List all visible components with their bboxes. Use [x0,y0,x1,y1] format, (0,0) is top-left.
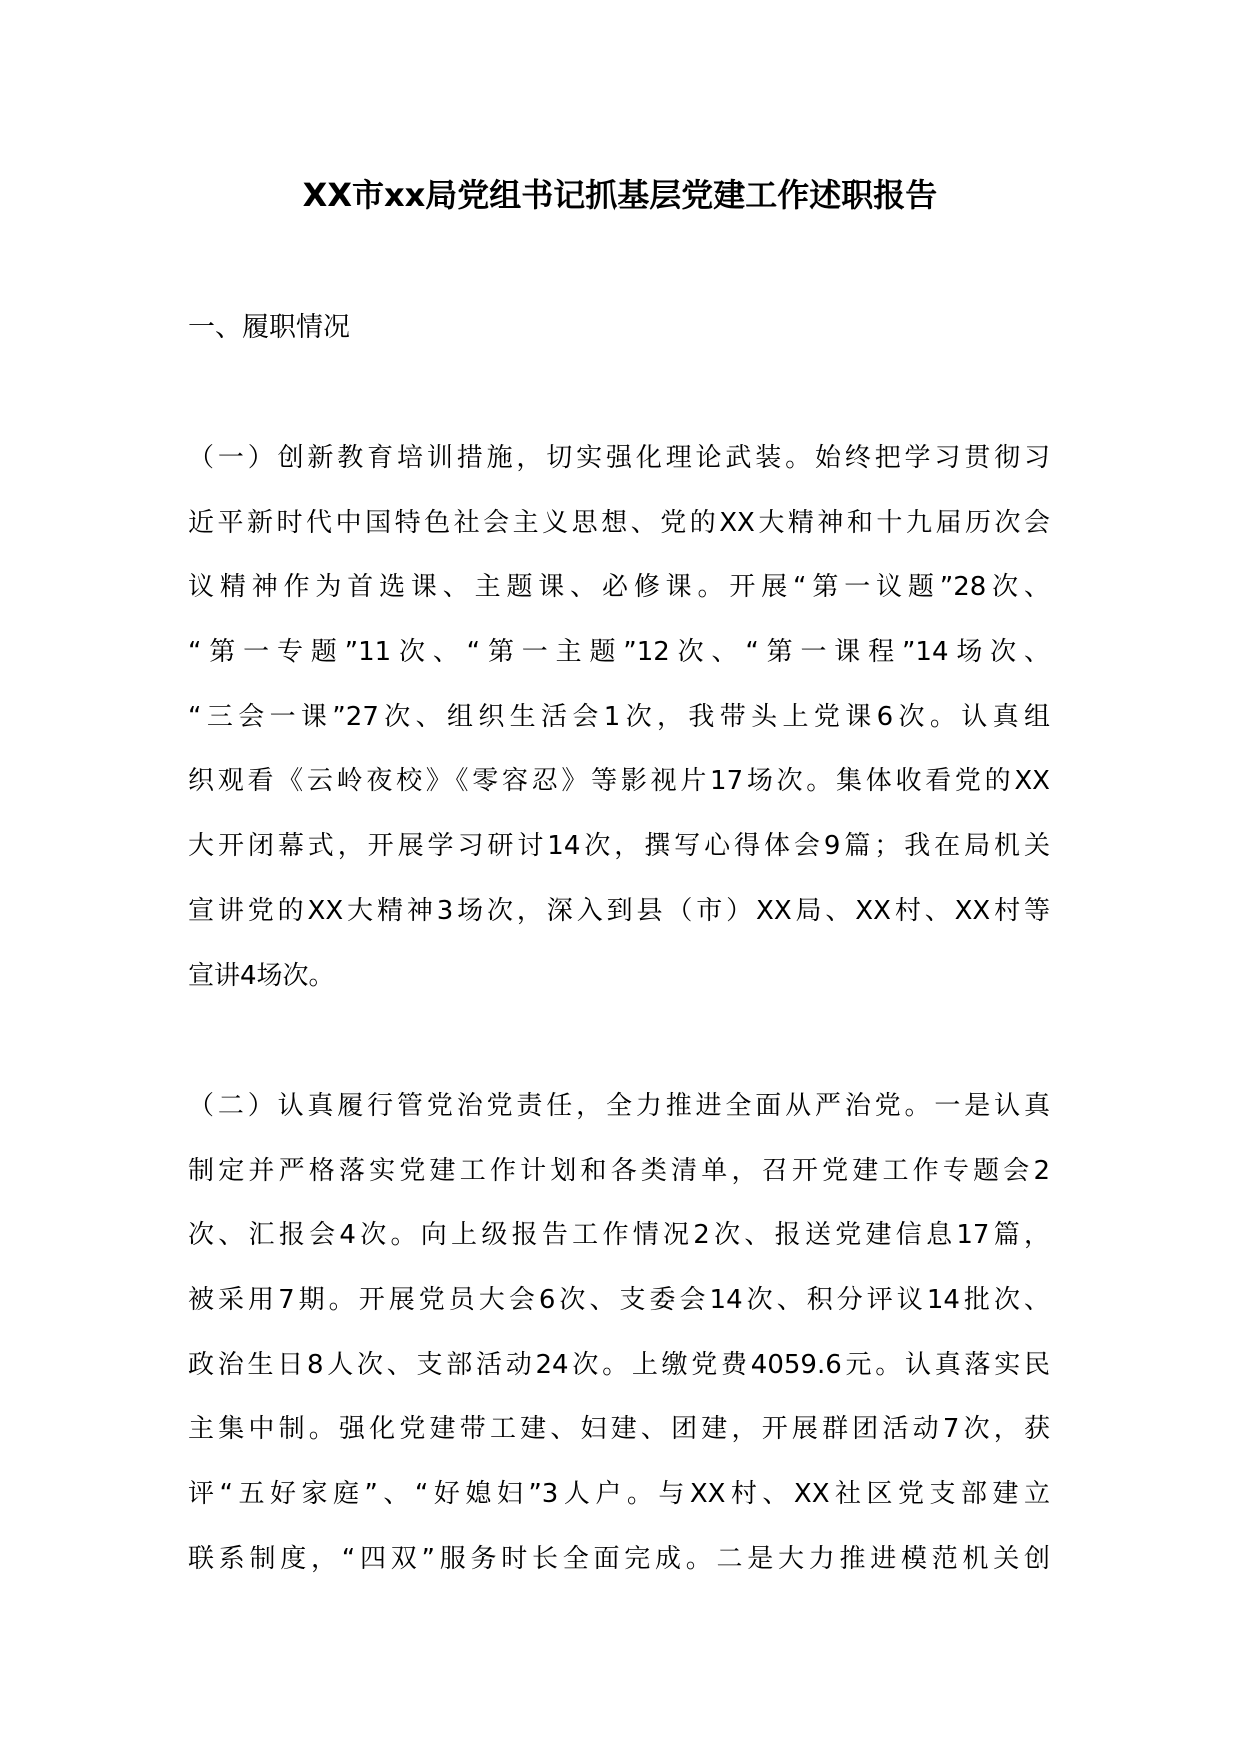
paragraph-line: 次、汇报会4次。向上级报告工作情况2次、报送党建信息17篇， [188,1220,1050,1251]
paragraph-line: 评“五好家庭”、“好媳妇”3人户。与XX村、XX社区党支部建立 [188,1479,1050,1510]
paragraph-line: 主集中制。强化党建带工建、妇建、团建，开展群团活动7次，获 [188,1414,1050,1445]
paragraph-line: “三会一课”27次、组织生活会1次，我带头上党课6次。认真组 [188,701,1050,732]
paragraph-line: 联系制度，“四双”服务时长全面完成。二是大力推进模范机关创 [188,1543,1050,1574]
paragraph-line: （二）认真履行管党治党责任，全力推进全面从严治党。一是认真 [188,1091,1050,1121]
paragraph-line: 近平新时代中国特色社会主义思想、党的XX大精神和十九届历次会 [188,507,1050,538]
section-heading: 一、履职情况 [188,312,350,343]
paragraph-line: 大开闭幕式，开展学习研讨14次，撰写心得体会9篇；我在局机关 [188,831,1050,862]
paragraph-line: 织观看《云岭夜校》《零容忍》等影视片17场次。集体收看党的XX [188,766,1050,797]
paragraph-line: 宣讲党的XX大精神3场次，深入到县（市）XX局、XX村、XX村等 [188,895,1050,926]
paragraph-line: 制定并严格落实党建工作计划和各类清单，召开党建工作专题会2 [188,1155,1050,1186]
paragraph-line: 政治生日8人次、支部活动24次。上缴党费4059.6元。认真落实民 [188,1349,1050,1380]
paragraph-line: 议精神作为首选课、主题课、必修课。开展“第一议题”28次、 [188,572,1050,603]
paragraph-line: （一）创新教育培训措施，切实强化理论武装。始终把学习贯彻习 [188,443,1050,473]
paragraph-line: “第一专题”11次、“第一主题”12次、“第一课程”14场次、 [188,637,1050,668]
document-title: XX市xx局党组书记抓基层党建工作述职报告 [302,176,938,214]
paragraph-line: 宣讲4场次。 [188,960,335,991]
paragraph-2 [188,1086,1050,1604]
paragraph-1 [188,438,1050,1020]
paragraph-line: 被采用7期。开展党员大会6次、支委会14次、积分评议14批次、 [188,1285,1050,1316]
